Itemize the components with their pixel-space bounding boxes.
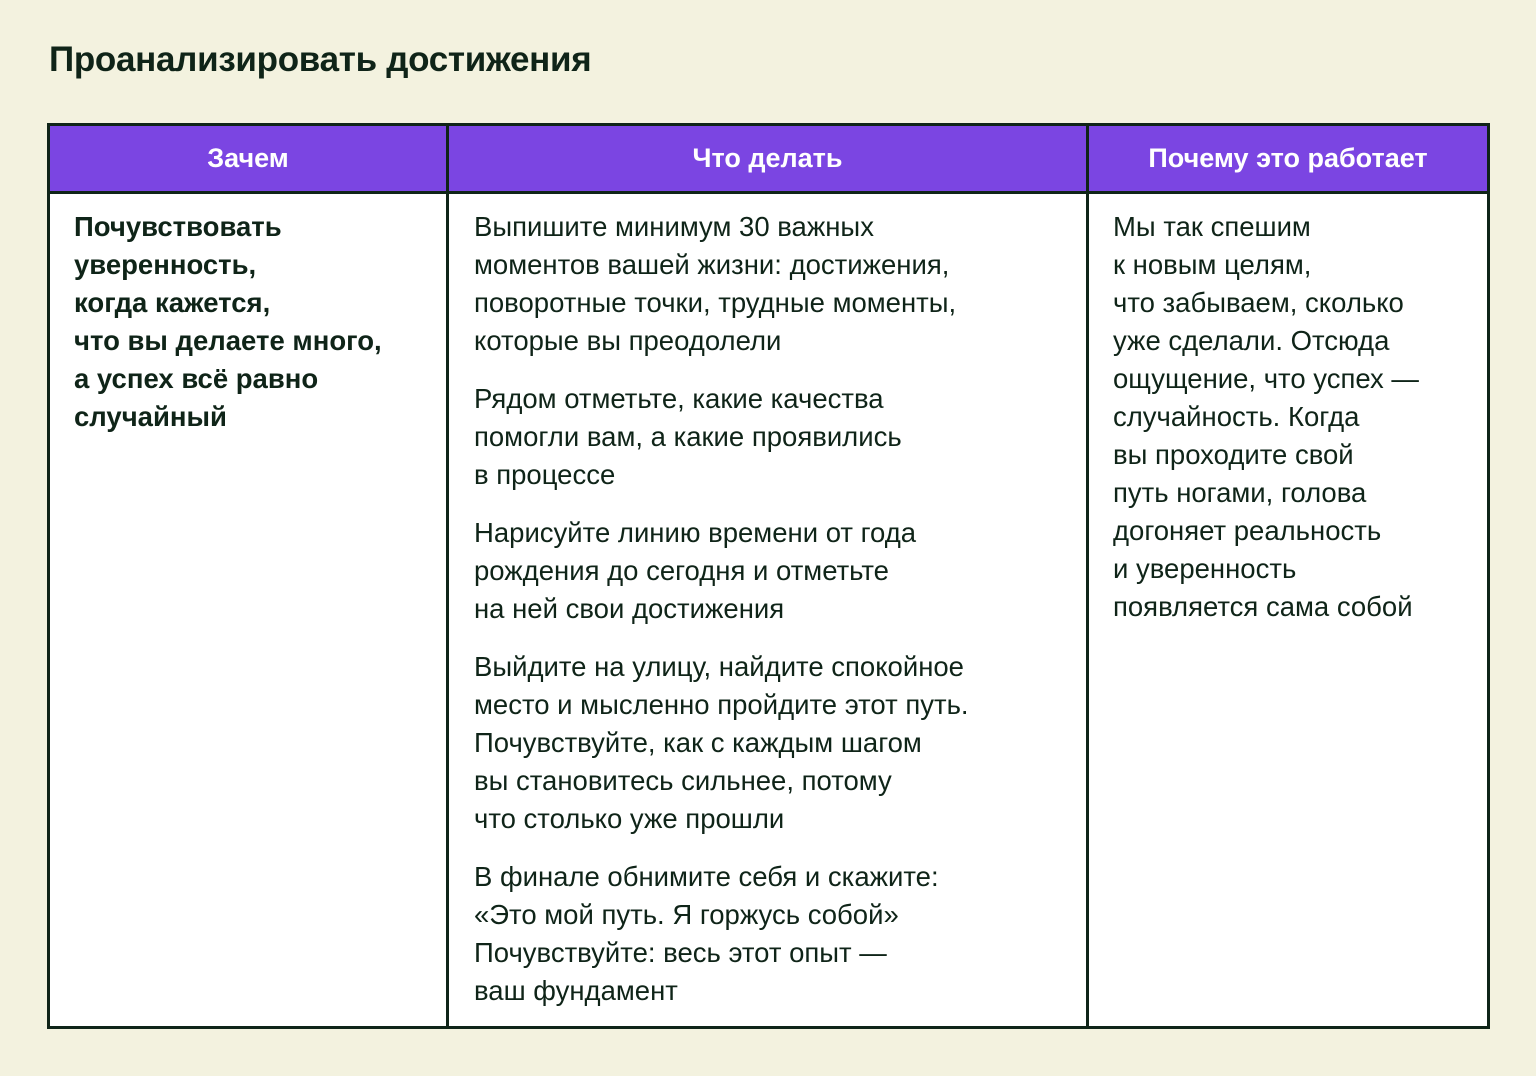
step-paragraph bbox=[474, 380, 1066, 494]
step-paragraph bbox=[474, 858, 1066, 1010]
step-line: В финале обнимите себя и скажите: bbox=[474, 861, 939, 892]
step-line: рождения до сегодня и отметьте bbox=[474, 555, 889, 586]
reason-line: ощущение, что успех — bbox=[1113, 363, 1419, 394]
reason-line: уже сделали. Отсюда bbox=[1113, 325, 1390, 356]
reason-line: и уверенность bbox=[1113, 553, 1297, 584]
step-line: что столько уже прошли bbox=[474, 803, 785, 834]
step-line: Выпишите минимум 30 важных bbox=[474, 211, 874, 242]
step-line: Нарисуйте линию времени от года bbox=[474, 517, 917, 548]
step-line: Почувствуйте: весь этот опыт — bbox=[474, 937, 887, 968]
step-line: на ней свои достижения bbox=[474, 593, 785, 624]
achievements-table bbox=[47, 123, 1490, 1029]
reason-line: вы проходите свой bbox=[1113, 439, 1354, 470]
step-line: помогли вам, а какие проявились bbox=[474, 421, 902, 452]
step-line: моментов вашей жизни: достижения, bbox=[474, 249, 950, 280]
step-line: поворотные точки, трудные моменты, bbox=[474, 287, 957, 318]
step-line: которые вы преодолели bbox=[474, 325, 782, 356]
cell-why bbox=[50, 194, 449, 1026]
step-line: Почувствуйте, как с каждым шагом bbox=[474, 727, 922, 758]
header-what-to-do: Что делать bbox=[449, 126, 1089, 194]
step-line: в процессе bbox=[474, 459, 616, 490]
reason-line: догоняет реальность bbox=[1113, 515, 1382, 546]
why-line: когда кажется, bbox=[74, 287, 271, 318]
why-line: Почувствовать bbox=[74, 211, 282, 242]
reason-line: что забываем, сколько bbox=[1113, 287, 1404, 318]
reason-line: Мы так спешим bbox=[1113, 211, 1311, 242]
step-line: Рядом отметьте, какие качества bbox=[474, 383, 884, 414]
reason-line: путь ногами, голова bbox=[1113, 477, 1367, 508]
why-line: уверенность, bbox=[74, 249, 257, 280]
step-line: Выйдите на улицу, найдите спокойное bbox=[474, 651, 964, 682]
cell-why-it-works bbox=[1089, 194, 1487, 1026]
page-title: Проанализировать достижения bbox=[49, 40, 592, 79]
step-line: место и мысленно пройдите этот путь. bbox=[474, 689, 969, 720]
why-line: что вы делаете много, bbox=[74, 325, 382, 356]
reason-line: случайность. Когда bbox=[1113, 401, 1360, 432]
step-line: вы становитесь сильнее, потому bbox=[474, 765, 892, 796]
header-why: Зачем bbox=[50, 126, 449, 194]
cell-what-to-do bbox=[449, 194, 1089, 1026]
step-line: ваш фундамент bbox=[474, 975, 678, 1006]
why-line: случайный bbox=[74, 401, 227, 432]
why-line: а успех всё равно bbox=[74, 363, 319, 394]
step-paragraph bbox=[474, 648, 1066, 838]
step-paragraph bbox=[474, 514, 1066, 628]
step-line: «Это мой путь. Я горжусь собой» bbox=[474, 899, 899, 930]
header-why-it-works: Почему это работает bbox=[1089, 126, 1487, 194]
reason-line: к новым целям, bbox=[1113, 249, 1312, 280]
step-paragraph bbox=[474, 208, 1066, 360]
reason-line: появляется сама собой bbox=[1113, 591, 1413, 622]
